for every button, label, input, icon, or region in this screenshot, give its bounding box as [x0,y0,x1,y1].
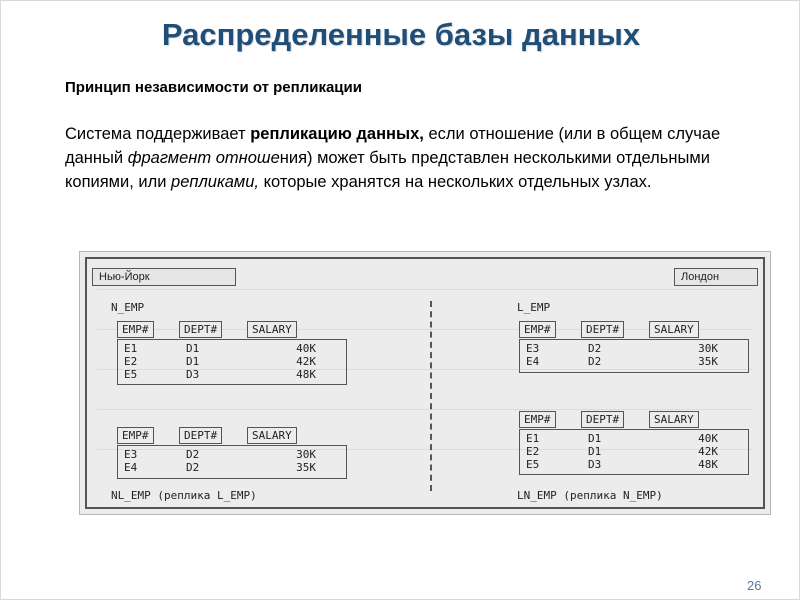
column-header: EMP# [519,321,556,338]
cell: 48K [698,458,718,471]
cell: E2 [124,355,138,368]
text-run: ния) может быть представлен несколькими отдельными копиями, или [65,149,710,191]
cell: D2 [186,448,200,461]
column-emp [526,342,539,368]
cell: D2 [588,355,602,368]
text-run: если отношение (или в общем случае данный [65,125,721,167]
cell: 30K [296,448,316,461]
body-paragraph [65,122,765,194]
node-label-london: Лондон [674,268,758,286]
column-dept [186,448,199,474]
cell: 35K [698,355,718,368]
table-body [117,445,347,479]
column-header: SALARY [247,427,297,444]
cell: D2 [186,461,200,474]
table-nl-emp [117,425,347,479]
column-header: DEPT# [179,427,222,444]
cell: 42K [296,355,316,368]
column-dept [588,432,601,471]
table-caption-n-emp: N_EMP [111,301,145,314]
table-n-emp [117,319,347,385]
column-salary [678,432,718,471]
column-header: SALARY [247,321,297,338]
replication-figure [79,251,771,515]
column-salary [276,448,316,474]
cell: E3 [526,342,540,355]
cell: D2 [588,342,602,355]
table-caption-nl-emp: NL_EMP (реплика L_EMP) [111,489,257,502]
cell: 40K [296,342,316,355]
table-l-emp [519,319,749,373]
table-caption-l-emp: L_EMP [517,301,551,314]
cell: 30K [698,342,718,355]
table-body [519,339,749,373]
table-caption-ln-emp: LN_EMP (реплика N_EMP) [517,489,663,502]
cell: 48K [296,368,316,381]
italic-term: репликами, [171,173,260,191]
column-header: SALARY [649,411,699,428]
cell: E1 [124,342,138,355]
column-dept [588,342,601,368]
column-header: DEPT# [581,411,624,428]
table-body [117,339,347,385]
cell: D1 [588,432,602,445]
cell: E4 [124,461,138,474]
slide-subtitle: Принцип независимости от репликации [65,79,362,96]
column-emp [124,448,137,474]
cell: E5 [124,368,138,381]
figure-frame [85,257,765,509]
text-run: рые хранятся на нескольких отдельных узлах. [296,173,652,191]
text-run: кото [259,173,297,191]
table-body [519,429,749,475]
bold-term: репликацию данных, [250,125,424,143]
column-header: DEPT# [581,321,624,338]
column-header: DEPT# [179,321,222,338]
column-header: EMP# [117,321,154,338]
cell: D1 [588,445,602,458]
table-header [117,319,347,339]
column-emp [124,342,137,381]
cell: E4 [526,355,540,368]
cell: 40K [698,432,718,445]
slide-title: Распределенные базы данных [161,17,641,52]
cell: D3 [186,368,200,381]
table-header [117,425,347,445]
column-header: EMP# [117,427,154,444]
page-number: 26 [747,578,762,593]
table-ln-emp [519,409,749,475]
scan-artifact [97,289,753,290]
column-emp [526,432,539,471]
cell: D1 [186,355,200,368]
column-header: SALARY [649,321,699,338]
cell: E2 [526,445,540,458]
cell: 42K [698,445,718,458]
cell: 35K [296,461,316,474]
cell: E3 [124,448,138,461]
node-label-new-york: Нью-Йорк [92,268,236,286]
italic-term: фрагмент отноше [127,149,280,167]
table-header [519,319,749,339]
cell: E1 [526,432,540,445]
cell: D3 [588,458,602,471]
text-run: Система поддерживает [65,125,251,143]
column-dept [186,342,199,381]
column-salary [276,342,316,381]
column-salary [678,342,718,368]
node-divider [430,301,432,491]
cell: E5 [526,458,540,471]
cell: D1 [186,342,200,355]
column-header: EMP# [519,411,556,428]
table-header [519,409,749,429]
